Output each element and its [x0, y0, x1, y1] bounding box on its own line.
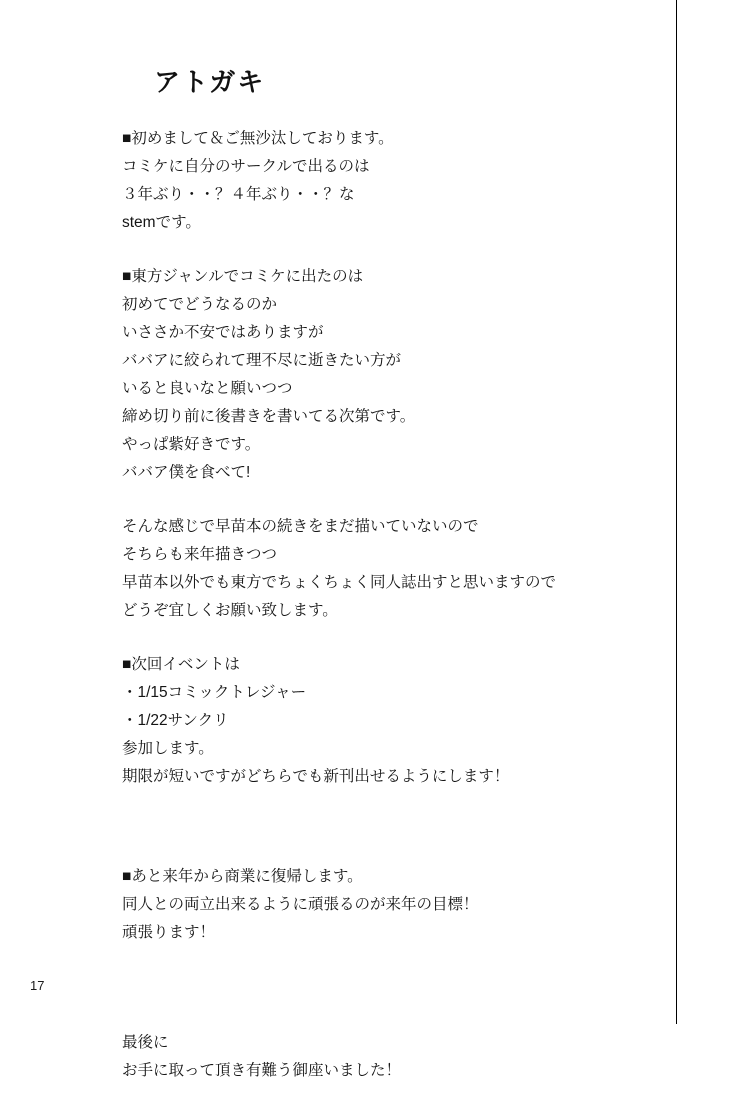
text-line: 最後に: [122, 1034, 169, 1051]
text-line: 初めてでどうなるのか: [122, 296, 278, 313]
page-title: アトガキ: [154, 68, 266, 98]
text-line: ■東方ジャンルでコミケに出たのは: [122, 268, 364, 285]
block-spacer: [122, 973, 642, 1019]
text-line: 期限が短いですがどちらでも新刊出せるようにします！: [122, 768, 510, 785]
page-border-rule: [676, 0, 677, 1024]
text-line: やっぱ紫好きです。: [122, 436, 261, 453]
text-line: ババアに絞られて理不尽に逝きたい方が: [122, 352, 402, 369]
text-line: いると良いなと願いつつ: [122, 380, 293, 397]
text-line: 早苗本以外でも東方でちょくちょく同人誌出すと思いますので: [122, 574, 557, 591]
text-line: 頑張ります！: [122, 924, 216, 941]
text-line: ■あと来年から商業に復帰します。: [122, 868, 363, 885]
text-block-sanae-book: [122, 513, 642, 625]
text-line: そちらも来年描きつつ: [122, 546, 278, 563]
text-line: 同人との両立出来るように頑張るのが来年の目標！: [122, 896, 479, 913]
block-spacer: [122, 1019, 642, 1029]
text-line: ■初めまして＆ご無沙汰しております。: [122, 130, 394, 147]
afterword-content: [122, 62, 642, 1111]
text-line: お手に取って頂き有難う御座いました！: [122, 1062, 402, 1079]
text-line: ババア僕を食べて!: [122, 464, 251, 481]
text-line: ・1/22サンクリ: [122, 712, 229, 729]
text-block-closing: [122, 1029, 642, 1085]
block-spacer: [122, 817, 642, 863]
text-line: ■次回イベントは: [122, 656, 240, 673]
page-number: 17: [30, 978, 45, 993]
text-block-touhou-genre: [122, 263, 642, 487]
text-line: ・1/15コミックトレジャー: [122, 684, 307, 701]
text-line: コミケに自分のサークルで出るのは: [122, 158, 370, 175]
text-line: ３年ぶり・・？４年ぶり・・？な: [122, 186, 355, 203]
text-line: どうぞ宜しくお願い致します。: [122, 602, 338, 619]
text-line: そんな感じで早苗本の続きをまだ描いていないので: [122, 518, 479, 535]
text-line: 締め切り前に後書きを書いてる次第です。: [122, 408, 416, 425]
text-line: stemです。: [122, 214, 201, 231]
text-block-next-events: [122, 651, 642, 791]
text-block-intro: [122, 125, 642, 237]
text-line: いささか不安ではありますが: [122, 324, 324, 341]
text-line: 参加します。: [122, 740, 214, 757]
text-block-commercial-return: [122, 863, 642, 947]
